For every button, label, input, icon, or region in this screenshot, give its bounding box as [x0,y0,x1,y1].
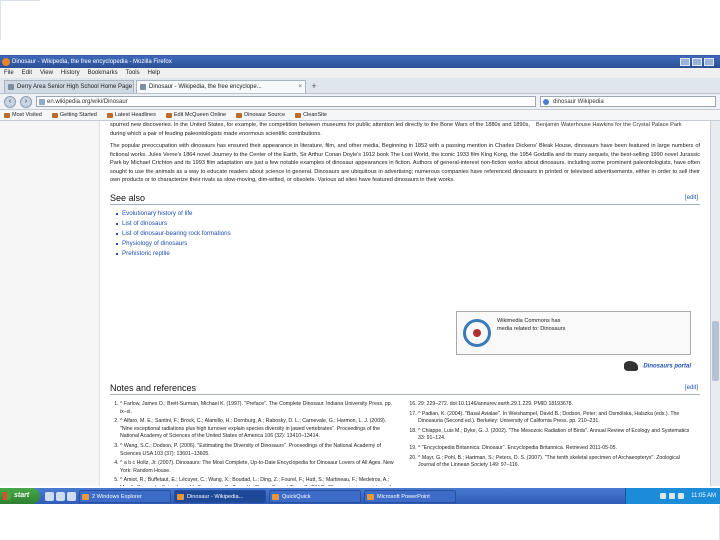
article-paragraph: The popular preoccupation with dinosaurs has ensured their appearance in literature, film, and other media. Beginning in 1852 with a passing mention in Charles Dickens' Bleak House, dinosaurs have been featured in large numbers of fictional works. Jules Verne's 1864 novel Journey to the Center of the Earth, Sir Arthur Conan Doyle's 1912 book The Lost World, the iconic 1933 film King Kong, the 1954 Godzilla and its many sequels, the best-selling 1990 novel Jurassic Park by Michael Crichton and its 1993 film adaptation are just a few notable examples of dinosaur appearances in fiction. Authors of general-interest non-fiction works about dinosaurs, including some prominent paleontologists, have often sought to use the animals as a way to educate readers about science in general. Dinosaurs are ubiquitous in advertising; numerous companies have referenced dinosaurs in printed or televised advertisements, either in order to sell their own products or to characterize their rivals as slow-moving, dim-witted, or obsolete. Various ad sites have featured dinosaurs in their works. [110,143,700,183]
menu-view[interactable]: View [40,70,53,76]
heading-text: See also [110,192,146,203]
reference-item: 3. ^ Wang, S.C.; Dodson, P. (2006). "Estimating the Diversity of Dinosaurs". Proceedings of the National Academy of Sciences USA 103 (37): 13601–13605. [120,443,396,458]
article-paragraph: spurred new discoveries. In the United States, for example, the competition between museums for public attention led directly to the Bone Wars of the 1880s and 1890s, during which a pair of feuding paleontologists made enormous scientific contributions. [110,122,530,137]
vertical-scrollbar[interactable] [710,121,720,486]
taskbar-button-label: 2 Windows Explorer [92,493,142,500]
menu-bookmarks[interactable]: Bookmarks [87,70,118,76]
start-button[interactable] [0,488,40,504]
bookmarks-toolbar [0,110,720,121]
dinosaurs-portal-link[interactable] [564,361,691,371]
taskbar-button-firefox[interactable] [174,490,266,503]
show-desktop-icon[interactable] [45,492,54,501]
see-also-link[interactable]: Evolutionary history of life [116,209,700,219]
see-also-link[interactable]: Prehistoric reptile [116,249,700,259]
firefox-icon [2,58,10,66]
reference-item: 18. ^ Chiappe, Luis M.; Dyke, G. J. (2002). "The Mesozoic Radiation of Birds". Annual Review of Ecology and Systematics 33: 91–124. [418,428,694,443]
reference-item: 17. ^ Padian, K. (2004). "Basal Avialae". In Weishampel, David B.; Dodson, Peter; and Osmólska, Halszka (eds.). The Dinosauria (Second ed.). Berkeley: University of California Press. pp. 210–231. [418,411,694,426]
article-body [110,121,700,486]
search-value: dinosaur Wikipedia [553,99,604,105]
maximize-button[interactable] [692,58,702,66]
quick-launch [45,492,76,501]
menu-edit[interactable]: Edit [21,70,33,76]
wikipedia-icon [140,84,146,90]
reference-item: 16. 29: 229–272. doi:10.1146/annurev.earth.29.1.229. PMID 18193678. [418,401,694,409]
scrollbar-thumb[interactable] [712,321,719,381]
security-icon[interactable] [678,493,684,499]
wiki-sidebar [0,121,100,486]
address-value: en.wikipedia.org/wiki/Dinosaur [47,99,128,105]
dinosaur-icon [624,361,638,371]
bookmark-latest-headlines[interactable]: Latest Headlines [107,110,156,120]
bookmark-getting-started[interactable]: Getting Started [52,110,97,120]
system-tray [625,488,720,504]
section-heading-notes [110,383,700,395]
tab-strip [0,78,720,94]
bookmark-most-visited[interactable]: Most Visited [4,110,42,120]
browser-window [0,55,720,505]
references [110,401,700,486]
title-bar [0,56,720,68]
back-button[interactable]: ‹ [4,96,16,108]
site-icon [39,99,45,105]
slide-corner-bottom-right [698,500,720,540]
search-input[interactable] [540,96,716,107]
clock: 11:05 AM [691,493,716,499]
section-heading-see-also [110,193,700,205]
start-label: start [14,492,30,499]
page-icon [8,84,14,90]
tab-dinosaur[interactable] [136,80,306,93]
commons-box [456,311,691,355]
menu-history[interactable]: History [60,70,80,76]
reference-item: 5. ^ Amiot, R.; Buffetaut, E.; Lécuyer, C.; Wang, X.; Boudad, L.; Ding, Z.; Fourel, F.; Hutt, S.; Martineau, F.; Medeiros, A.; [120,477,396,486]
internet-explorer-icon[interactable] [56,492,65,501]
address-bar[interactable] [36,96,536,107]
bookmark-cleansite[interactable]: CleanSite [295,110,327,120]
tab-label: Derry Area Senior High School Home Page [17,84,133,90]
taskbar-button-label: Dinosaur - Wikipedia... [187,493,244,500]
menu-file[interactable]: File [4,70,14,76]
window-title: Dinosaur - Wikipedia, the free encyclopedia - Mozilla Firefox [12,59,172,65]
heading-text: Notes and references [110,383,197,393]
network-icon[interactable] [660,493,666,499]
wikimedia-commons-icon [463,319,491,347]
volume-icon[interactable] [669,493,675,499]
google-icon [543,99,549,105]
taskbar-button-explorer[interactable] [79,490,171,503]
references-column-left [110,401,396,486]
media-icon[interactable] [67,492,76,501]
reference-item: 1. ^ Farlow, James O.; Brett-Surman, Michael K. (1997). "Preface". The Complete Dinosaur. Indiana University Press. pp. ix–xi. [120,401,396,416]
forward-button[interactable]: › [20,96,32,108]
slide-corner-top-left [0,0,40,40]
edit-link[interactable]: [edit] [684,385,698,391]
references-column-right [408,401,694,486]
tab-school-home[interactable] [4,80,134,93]
commons-text[interactable]: Wikimedia Commons has media related to: Dinosaurs [497,318,566,332]
image-caption: Benjamin Waterhouse Hawkins for the Crystal Palace Park [536,122,682,128]
new-tab-button[interactable]: + [311,81,317,91]
minimize-button[interactable] [680,58,690,66]
reference-item: 4. ^ a b c Holtz, Jr. (2007). Dinosaurs: The Most Complete, Up-to-Date Encyclopedia for Dinosaur Lovers of All Ages. New York: Random House. [120,460,396,475]
page-content [0,121,720,486]
bookmark-dinosaur-source[interactable]: Dinosaur Source [236,110,285,120]
menu-tools[interactable]: Tools [125,70,140,76]
close-tab-icon[interactable]: × [298,84,302,90]
taskbar-button-label: QuickQuick [282,493,311,500]
reference-item: 2. ^ Alfaro, M. E.; Santini, F.; Brock, C.; Alamillo, H.; Dornburg, A.; Rabosky, D. L.; Carnevale, G.; Harmon, L. J. (2009). "Nine exceptional radiations plus high turnover explain species diversity in jawed vertebrates". Proceedings of the National Academy of Sciences of the United States of America 106 (32): 13410–13414. [120,418,396,441]
see-also-link[interactable]: Physiology of dinosaurs [116,239,700,249]
menu-help[interactable]: Help [147,70,160,76]
taskbar-button-powerpoint[interactable] [364,490,456,503]
navigation-bar [0,94,720,110]
taskbar-button-label: Microsoft PowerPoint [377,493,430,500]
see-also-link[interactable]: List of dinosaur-bearing rock formations [116,229,700,239]
bookmark-edit-mcqueen[interactable]: Edit McQueen Online [166,110,226,120]
taskbar [0,488,720,504]
tab-label: Dinosaur - Wikipedia, the free encyclope... [149,84,262,90]
see-also-list [116,209,700,259]
menu-bar [0,68,720,78]
reference-item: 19. ^ "Encyclopedia Britannica: Dinosaur". Encyclopedia Britannica. Retrieved 2011-05-05. [418,445,694,453]
close-button[interactable] [704,58,714,66]
portal-label: Dinosaurs portal [643,363,691,370]
see-also-link[interactable]: List of dinosaurs [116,219,700,229]
taskbar-button-quickquick[interactable] [269,490,361,503]
reference-item: 20. ^ Mayr, G.; Pohl, B.; Hartman, S.; Peters, D. S. (2007). "The tenth skeletal specimen of Archaeopteryx". Zoological Journal of the Linnean Society 149: 97–116. [418,455,694,470]
edit-link[interactable]: [edit] [684,194,698,201]
